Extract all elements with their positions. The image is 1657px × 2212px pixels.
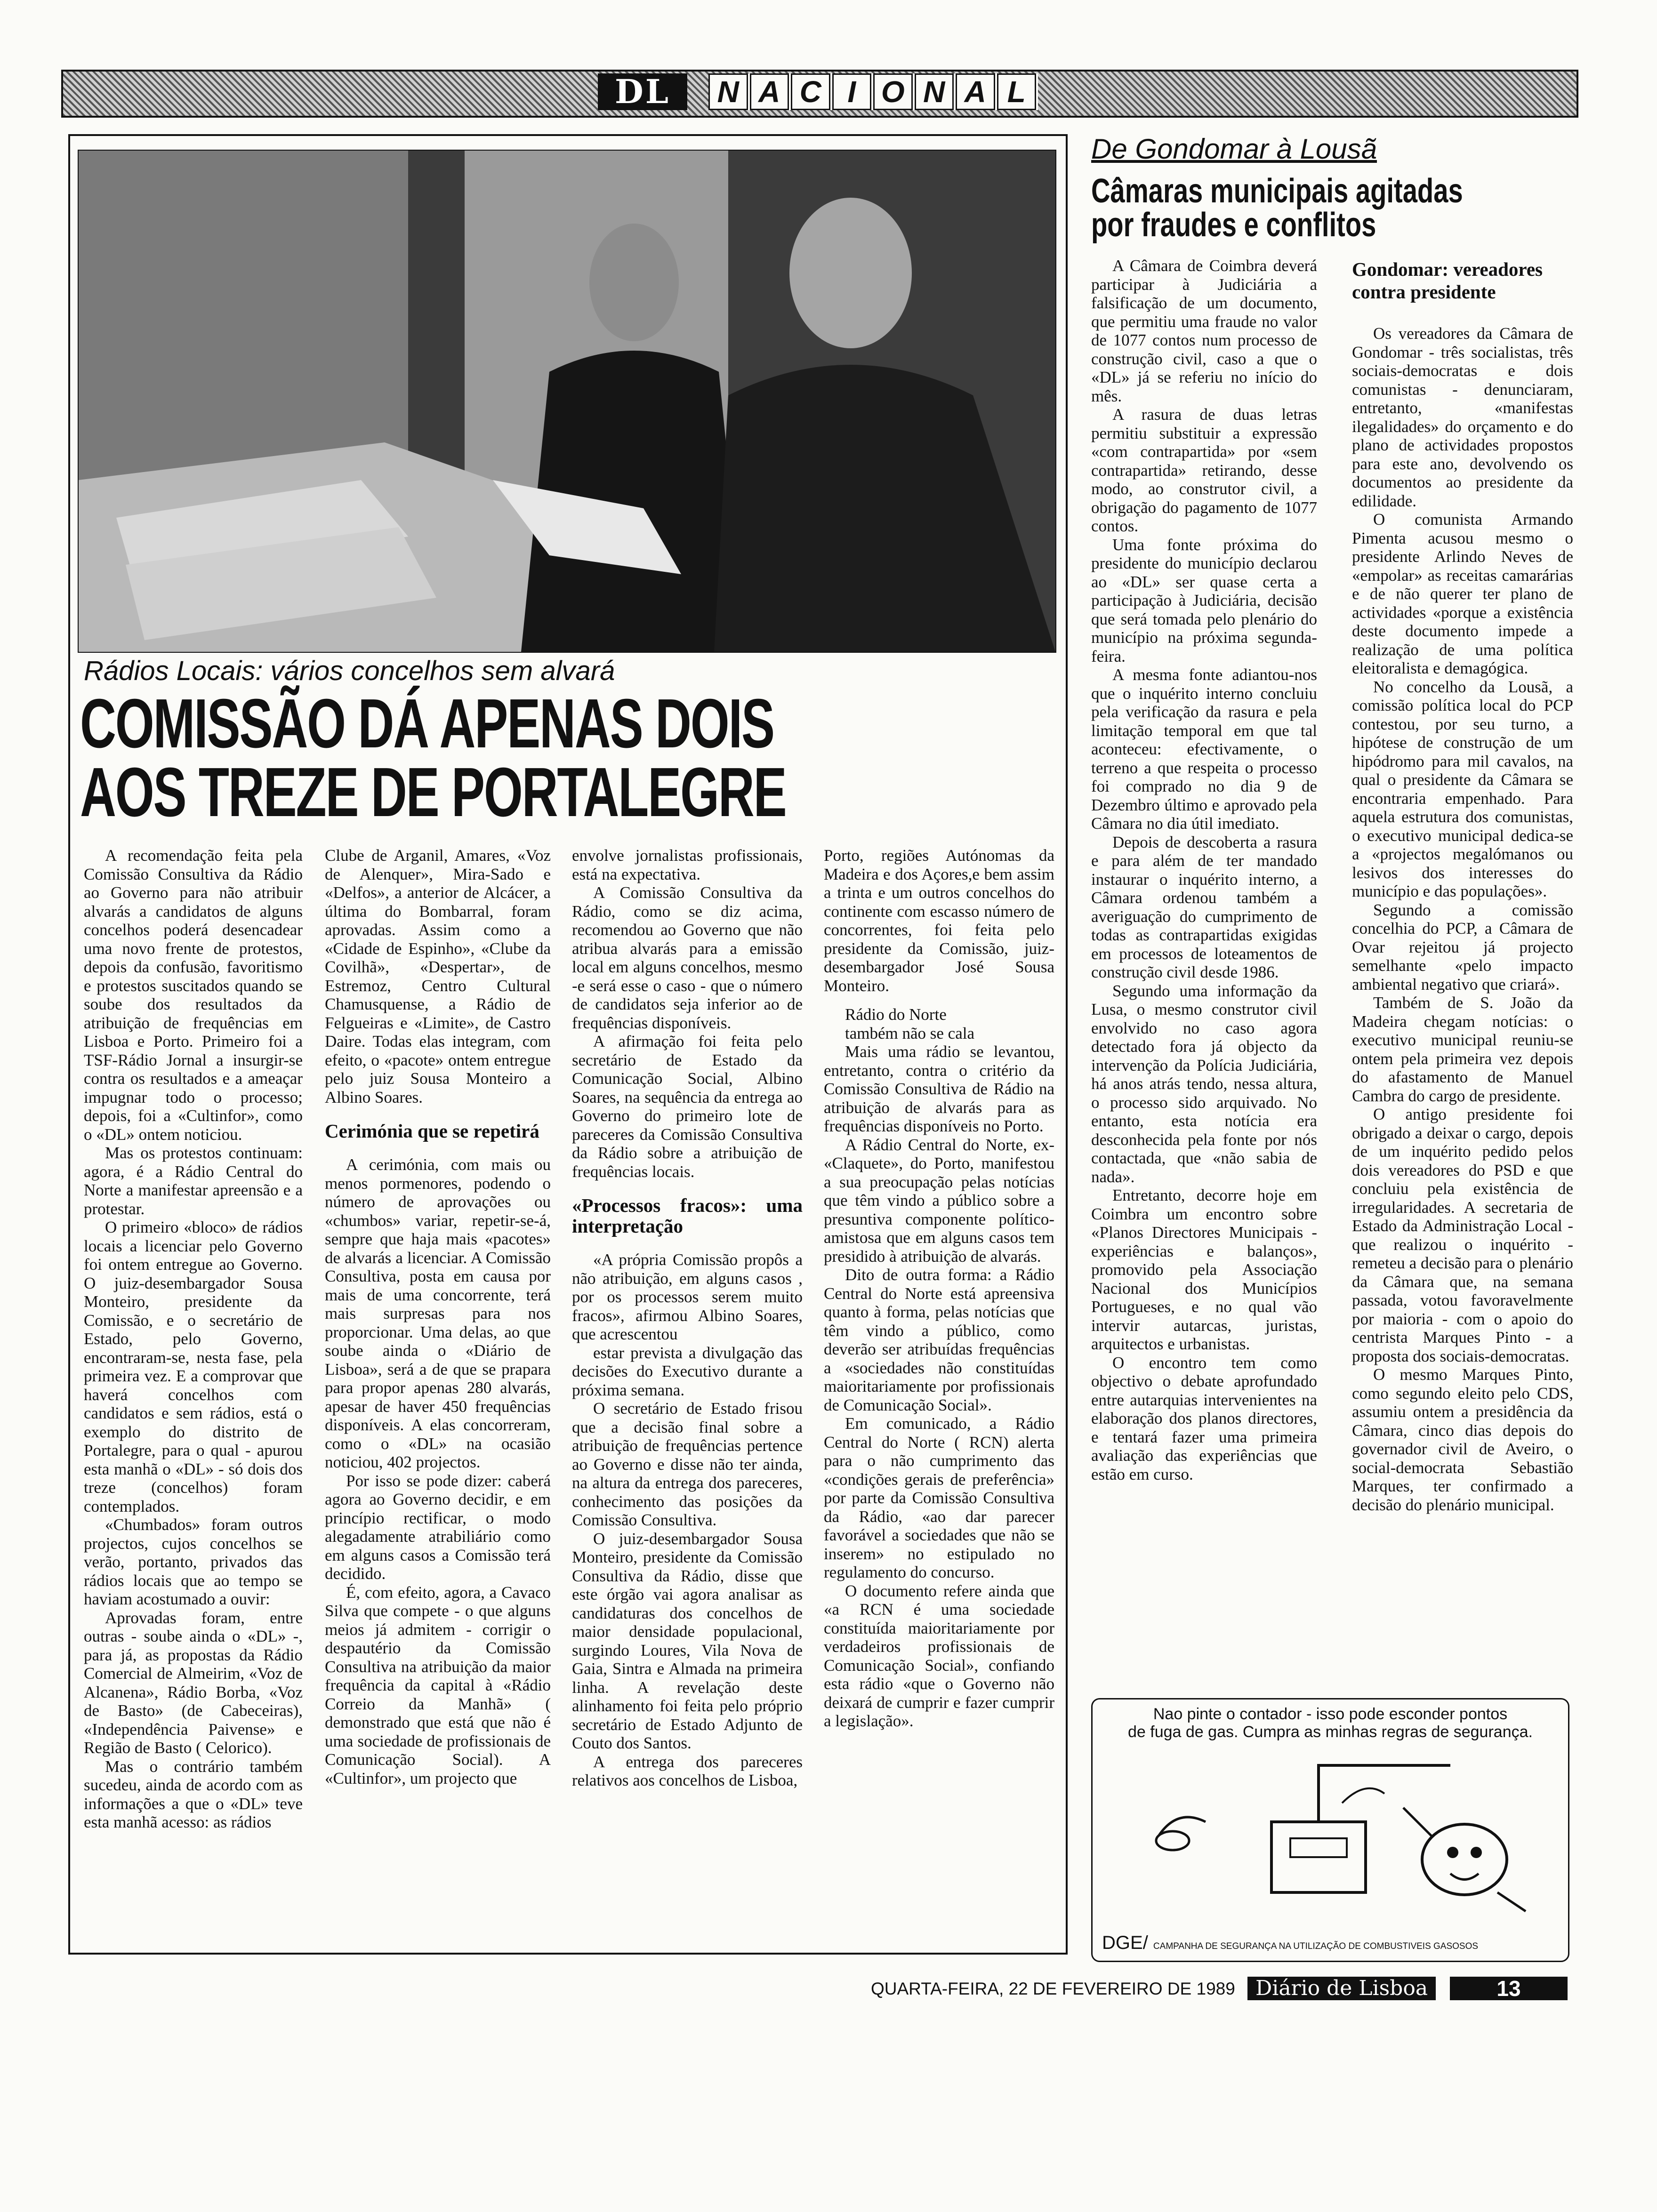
paragraph: Depois de descoberta a rasura e para além de ter mandado instaurar o inquérito interno, a Câmara ordenou também a averiguação do cumprimento de todas as contrapartidas exigidas em processos de loteamentos de construção civil desde 1986. bbox=[1091, 833, 1317, 981]
paragraph: Mas os protestos continuam: agora, é a Rádio Central do Norte a manifestar apreensão e a protestar. bbox=[84, 1144, 303, 1218]
paragraph: Porto, regiões Autónomas da Madeira e dos Açores,e bem assim a trinta e um outros concelhos do continente com escasso número de concorrentes, foi feita pelo presidente da Comissão, juiz-desembargador José Sousa Monteiro. bbox=[824, 846, 1054, 995]
paragraph: Os vereadores da Câmara de Gondomar - três socialistas, três sociais-democratas e dois comunistas - denunciaram, entretanto, «manifestas ilegalidades» do orçamento e do plano de actividades propostos para este ano, devolvendo os documentos ao presidente da edilidade. bbox=[1352, 324, 1573, 510]
side-headline bbox=[1091, 174, 1463, 242]
paragraph: No concelho da Lousã, a comissão política local do PCP contestou, por seu turno, a hipótese de construção de um hipódromo para mil cavalos, na qual o presidente da Câmara se encontraria empenhado. Para aquela estrutura dos comunistas, o executivo municipal dedica-se a «projectos megalómanos ou lesivos dos interesses do município e das populações». bbox=[1352, 677, 1573, 900]
article-kicker: Rádios Locais: vários concelhos sem alvará bbox=[84, 656, 615, 686]
paragraph: Dito de outra forma: a Rádio Central do Norte está apreensiva quanto à forma, pelas notícias que têm vindo a público, como deverão ser atribuídas frequências a «sociedades não constituídas maioritariamente por profissionais de Comunicação Social». bbox=[824, 1266, 1054, 1414]
ad-tagline: CAMPANHA DE SEGURANÇA NA UTILIZAÇÃO DE COMBUSTIVEIS GASOSOS bbox=[1153, 1941, 1479, 1951]
paragraph: A afirmação foi feita pelo secretário de Estado da Comunicação Social, Albino Soares, na sequência da entrega ao Governo do primeiro lote de pareceres da Comissão Consultiva da Rádio sobre a atribuição de frequências locais. bbox=[572, 1032, 803, 1181]
article-column-1 bbox=[84, 846, 303, 1938]
paragraph: Mais uma rádio se levantou, entretanto, contra o critério da Comissão Consultiva de Rádio na atribuição de alvarás para as frequências disponíveis no Porto. bbox=[824, 1042, 1054, 1135]
headline-line: Câmaras municipais agitadas bbox=[1091, 172, 1463, 210]
paragraph: O antigo presidente foi obrigado a deixar o cargo, depois de um inquérito pedido pelos dois vereadores do PSD e que concluiu pela existência de irregularidades. A secretaria de Estado da Administração Local - que realizou o inquérito - remeteu a decisão para o plenário da Câmara que, na semana passada, votou favoravelmente por maioria - com o apoio do centrista Marques Pinto - a proposta dos sociais-democratas. bbox=[1352, 1105, 1573, 1365]
article-headline bbox=[80, 685, 786, 831]
article-column-4 bbox=[824, 846, 1054, 1938]
paragraph: Mas o contrário também sucedeu, ainda de acordo com as informações a que o «DL» teve esta manhã acesso: as rádios bbox=[84, 1757, 303, 1831]
section-letter: N bbox=[915, 73, 954, 110]
paragraph: Também de S. João da Madeira chegam notícias: o executivo municipal reuniu-se ontem pela primeira vez depois do afastamento de Manuel Cambra do cargo de presidente. bbox=[1352, 994, 1573, 1105]
paragraph: A entrega dos pareceres relativos aos concelhos de Lisboa, bbox=[572, 1752, 803, 1789]
paragraph: O secretário de Estado frisou que a decisão final sobre a atribuição de frequências pertence ao Governo e disse não ter ainda, na altura da entrega dos pareceres, conhecimento das posições da Comissão Consultiva. bbox=[572, 1399, 803, 1529]
paragraph: A mesma fonte adiantou-nos que o inquérito interno concluiu pela verificação da rasura e pela limitação temporal em que tal aconteceu: efectivamente, o terreno a que respeita o processo foi comprado no dia 9 de Dezembro último e aprovado pela Câmara no dia útil imediato. bbox=[1091, 665, 1317, 833]
side-kicker: De Gondomar à Lousã bbox=[1091, 133, 1377, 165]
ad-caption-line: de fuga de gas. Cumpra as minhas regras de segurança. bbox=[1128, 1723, 1533, 1741]
headline-line: por fraudes e conflitos bbox=[1091, 206, 1376, 244]
paragraph: A rasura de duas letras permitiu substituir a expressão «com contrapartida» por «sem contrapartida» retirando, desse modo, ao construtor civil, a obrigação do pagamento de 1077 contos. bbox=[1091, 405, 1317, 535]
ad-caption bbox=[1093, 1705, 1568, 1741]
paragraph: Clube de Arganil, Amares, «Voz de Alenquer», Mira-Sado e «Delfos», a anterior de Alcácer, a última do Bombarral, foram aprovadas. Assim como a «Cidade de Espinho», «Clube da Covilhã», «Despertar», de Estremoz, Centro Cultural Chamusquense, a Rádio de Felgueiras e «Limite», de Castro Daire. Todas elas integram, com efeito, o «pacote» ontem entregue pelo juiz Sousa Monteiro a Albino Soares. bbox=[325, 846, 551, 1106]
ad-footer: DGE/ CAMPANHA DE SEGURANÇA NA UTILIZAÇÃO DE COMBUSTIVEIS GASOSOS bbox=[1102, 1932, 1479, 1953]
paragraph: A recomendação feita pela Comissão Consultiva da Rádio ao Governo para não atribuir alvarás a candidatos de alguns concelhos poderá desencadear uma novo frente de protestos, depois da confusão, favoritismo e protestos suscitados quando se soube dos resultados da atribuição de frequências em Lisboa e Porto. Primeiro foi a TSF-Rádio Jornal a insurgir-se contra os resultados e a ameaçar impugnar todo o processo; depois, foi a «Cultinfor», como o «DL» ontem noticiou. bbox=[84, 846, 303, 1144]
paragraph: Aprovadas foram, entre outras - soube ainda o «DL» -, para já, as propostas da Rádio Comercial de Almeirim, «Voz de Alcanena», Rádio Borba, «Voz de Basto» (de Cabeceiras), «Independência Paivense» e Região de Basto ( Celorico). bbox=[84, 1608, 303, 1757]
paragraph: O juiz-desembargador Sousa Monteiro, presidente da Comissão Consultiva da Rádio, disse que este órgão vai agora analisar as candidaturas dos concelhos de maior densidade populacional, surgindo Loures, Vila Nova de Gaia, Sintra e Almada na primeira linha. A revelação deste alinhamento foi feita pelo próprio secretário de Estado Adjunto de Couto dos Santos. bbox=[572, 1529, 803, 1752]
subheading-line: também não se cala bbox=[845, 1024, 975, 1042]
section-letter: I bbox=[832, 73, 872, 110]
gas-safety-ad bbox=[1091, 1698, 1569, 1962]
paragraph: envolve jornalistas profissionais, está na expectativa. bbox=[572, 846, 803, 883]
section-letter: C bbox=[791, 73, 830, 110]
paragraph: Por isso se pode dizer: caberá agora ao Governo decidir, e em princípio rectificar, o modo alegadamente atrabiliário como em alguns casos a Comissão terá decidido. bbox=[325, 1471, 551, 1583]
section-letter: N bbox=[708, 73, 748, 110]
dl-logo: DL bbox=[598, 73, 687, 110]
article-photo bbox=[78, 150, 1056, 653]
paragraph: A Câmara de Coimbra deverá participar à Judiciária a falsificação de um documento, que permitiu uma fraude no valor de 1077 contos num processo de construção civil, caso a que o «DL» já se referiu no início do mês. bbox=[1091, 256, 1317, 405]
subheading: «Processos fracos»: uma interpretação bbox=[572, 1194, 803, 1237]
section-letter: A bbox=[750, 73, 789, 110]
photo-illustration bbox=[79, 151, 1055, 652]
side-subheading bbox=[1352, 258, 1573, 303]
section-title bbox=[708, 73, 1038, 110]
section-letter: A bbox=[956, 73, 995, 110]
paragraph: A Comissão Consultiva da Rádio, como se diz acima, recomendou ao Governo que não atribua alvarás para a emissão local em alguns concelhos, mesmo -e será esse o caso - que o número de candidatos seja inferior ao de frequências disponíveis. bbox=[572, 883, 803, 1032]
headline-line: COMISSÃO DÁ APENAS DOIS bbox=[80, 685, 774, 762]
paragraph: O mesmo Marques Pinto, como segundo eleito pelo CDS, assumiu ontem a presidência da Câmara, cinco dias depois do governador civil de Aveiro, o social-democrata Sebastião Marques, ter confirmado a decisão do plenário municipal. bbox=[1352, 1365, 1573, 1514]
paragraph: A Rádio Central do Norte, ex- «Claquete», do Porto, manifestou a sua preocupação pelas notícias que têm vindo a público sobre a presuntiva componente político-amistosa que em alguns casos tem presidido à atribuição de alvarás. bbox=[824, 1135, 1054, 1266]
page-number: 13 bbox=[1450, 1977, 1568, 2000]
paragraph: Segundo uma informação da Lusa, o mesmo construtor civil envolvido no caso agora detectado fora já objecto da intervenção da Polícia Judiciária, há anos atrás tendo, nessa altura, o processo sido arquivado. No entanto, esta notícia era desconhecida pela fonte por nós contactada, que «não sabia de nada». bbox=[1091, 981, 1317, 1186]
newspaper-logo: Diário de Lisboa bbox=[1247, 1977, 1436, 2000]
paragraph: «A própria Comissão propôs a não atribuição, em alguns casos , por os processos serem muito fracos», afirmou Albino Soares, que acrescentou bbox=[572, 1250, 803, 1343]
paragraph: «Chumbados» foram outros projectos, cujos concelhos se verão, portanto, privados das rádios locais que ao tempo se haviam acostumado a ouvir: bbox=[84, 1515, 303, 1608]
paragraph: estar prevista a divulgação das decisões do Executivo durante a próxima semana. bbox=[572, 1343, 803, 1399]
paragraph: Em comunicado, a Rádio Central do Norte ( RCN) alerta para o não cumprimento das «condições gerais de preferência» por parte da Comissão Consultiva da Rádio, «ao dar parecer favorável a sociedades que não se inserem» no estipulado no regulamento do concurso. bbox=[824, 1414, 1054, 1581]
article-column-3 bbox=[572, 846, 803, 1938]
side-column-2 bbox=[1352, 258, 1573, 1684]
subheading: Cerimónia que se repetirá bbox=[325, 1120, 539, 1142]
side-column-1 bbox=[1091, 256, 1317, 1683]
paragraph: A cerimónia, com mais ou menos pormenores, podendo o número de aprovações ou «chumbos» variar, repetir-se-á, sempre que haja mais «pacotes» de alvarás a licenciar. A Comissão Consultiva, posta em causa por mais de uma concorrente, terá mais surpresas para nos proporcionar. Uma delas, ao que soube ainda o «Diário de Lisboa», será a de que se prapara para propor apenas 280 alvarás, apesar de haver 450 frequências disponíveis. A elas concorreram, como o «DL» na ocasião noticiou, 402 projectos. bbox=[325, 1155, 551, 1471]
paragraph: Segundo a comissão concelhia do PCP, a Câmara de Ovar rejeitou já projecto semelhante «pelo impacto ambiental negativo que criará». bbox=[1352, 900, 1573, 994]
issue-date: QUARTA-FEIRA, 22 DE FEVEREIRO DE 1989 bbox=[871, 1979, 1235, 1998]
ad-brand: DGE bbox=[1102, 1932, 1143, 1953]
paragraph: Uma fonte próxima do presidente do município declarou ao «DL» ser quase certa a participação à Judiciária, decisão que será tomada pelo plenário do município na próxima segunda-feira. bbox=[1091, 535, 1317, 665]
paragraph: Entretanto, decorre hoje em Coimbra um encontro sobre «Planos Directores Municipais - experiências e balanços», promovido pela Associação Nacional dos Municípios Portugueses, e no qual vão intervir autarcas, juristas, arquitectos e urbanistas. bbox=[1091, 1186, 1317, 1353]
section-letter: L bbox=[997, 73, 1037, 110]
subheading-line: contra presidente bbox=[1352, 281, 1496, 303]
gas-meter-cartoon bbox=[1121, 1751, 1544, 1916]
paragraph: É, com efeito, agora, a Cavaco Silva que compete - o que alguns meios já admitem - corrigir o despautério da Comissão Consultiva na atribuição da maior frequência da capital à «Rádio Correio da Manhã» ( demonstrado que está que não é uma sociedade de profissionais de Comunicação Social). A «Cultinfor», um projecto que bbox=[325, 1583, 551, 1787]
paragraph: O comunista Armando Pimenta acusou mesmo o presidente Arlindo Neves de «empolar» as receitas camarárias e de não querer ter plano de actividades «porque a existência deste documento impede a realização de uma política eleitoralista e demagógica. bbox=[1352, 510, 1573, 677]
subheading-line: Gondomar: vereadores bbox=[1352, 258, 1543, 280]
paragraph: O documento refere ainda que «a RCN é uma sociedade constituída maioritariamente por verdadeiros profissionais de Comunicação Social», confiando esta rádio «que o Governo não deixará de cumprir e fazer cumprir a legislação». bbox=[824, 1581, 1054, 1730]
ad-caption-line: Nao pinte o contador - isso pode esconder pontos bbox=[1153, 1705, 1508, 1723]
paragraph: O encontro tem como objectivo o debate aprofundado entre autarquias intervenientes na elaboração dos planos directores, e tentará fazer uma primeira avaliação das experiências que estão em curso. bbox=[1091, 1353, 1317, 1483]
headline-line: AOS TREZE DE PORTALEGRE bbox=[80, 753, 786, 831]
article-column-2 bbox=[325, 846, 551, 1938]
paragraph: O primeiro «bloco» de rádios locais a licenciar pelo Governo foi ontem entregue ao Governo. O juiz-desembargador Sousa Monteiro, presidente da Comissão, e o secretário de Estado, pelo Governo, encontraram-se, nesta fase, pela primeira vez. E a comprovar que haverá concelhos com candidatos e sem rádios, está o exemplo do distrito de Portalegre, para o qual - apurou esta manhã o «DL» - só dois dos treze (concelhos) foram contemplados. bbox=[84, 1218, 303, 1515]
section-letter: O bbox=[873, 73, 913, 110]
subheading-line: Rádio do Norte bbox=[845, 1005, 947, 1024]
